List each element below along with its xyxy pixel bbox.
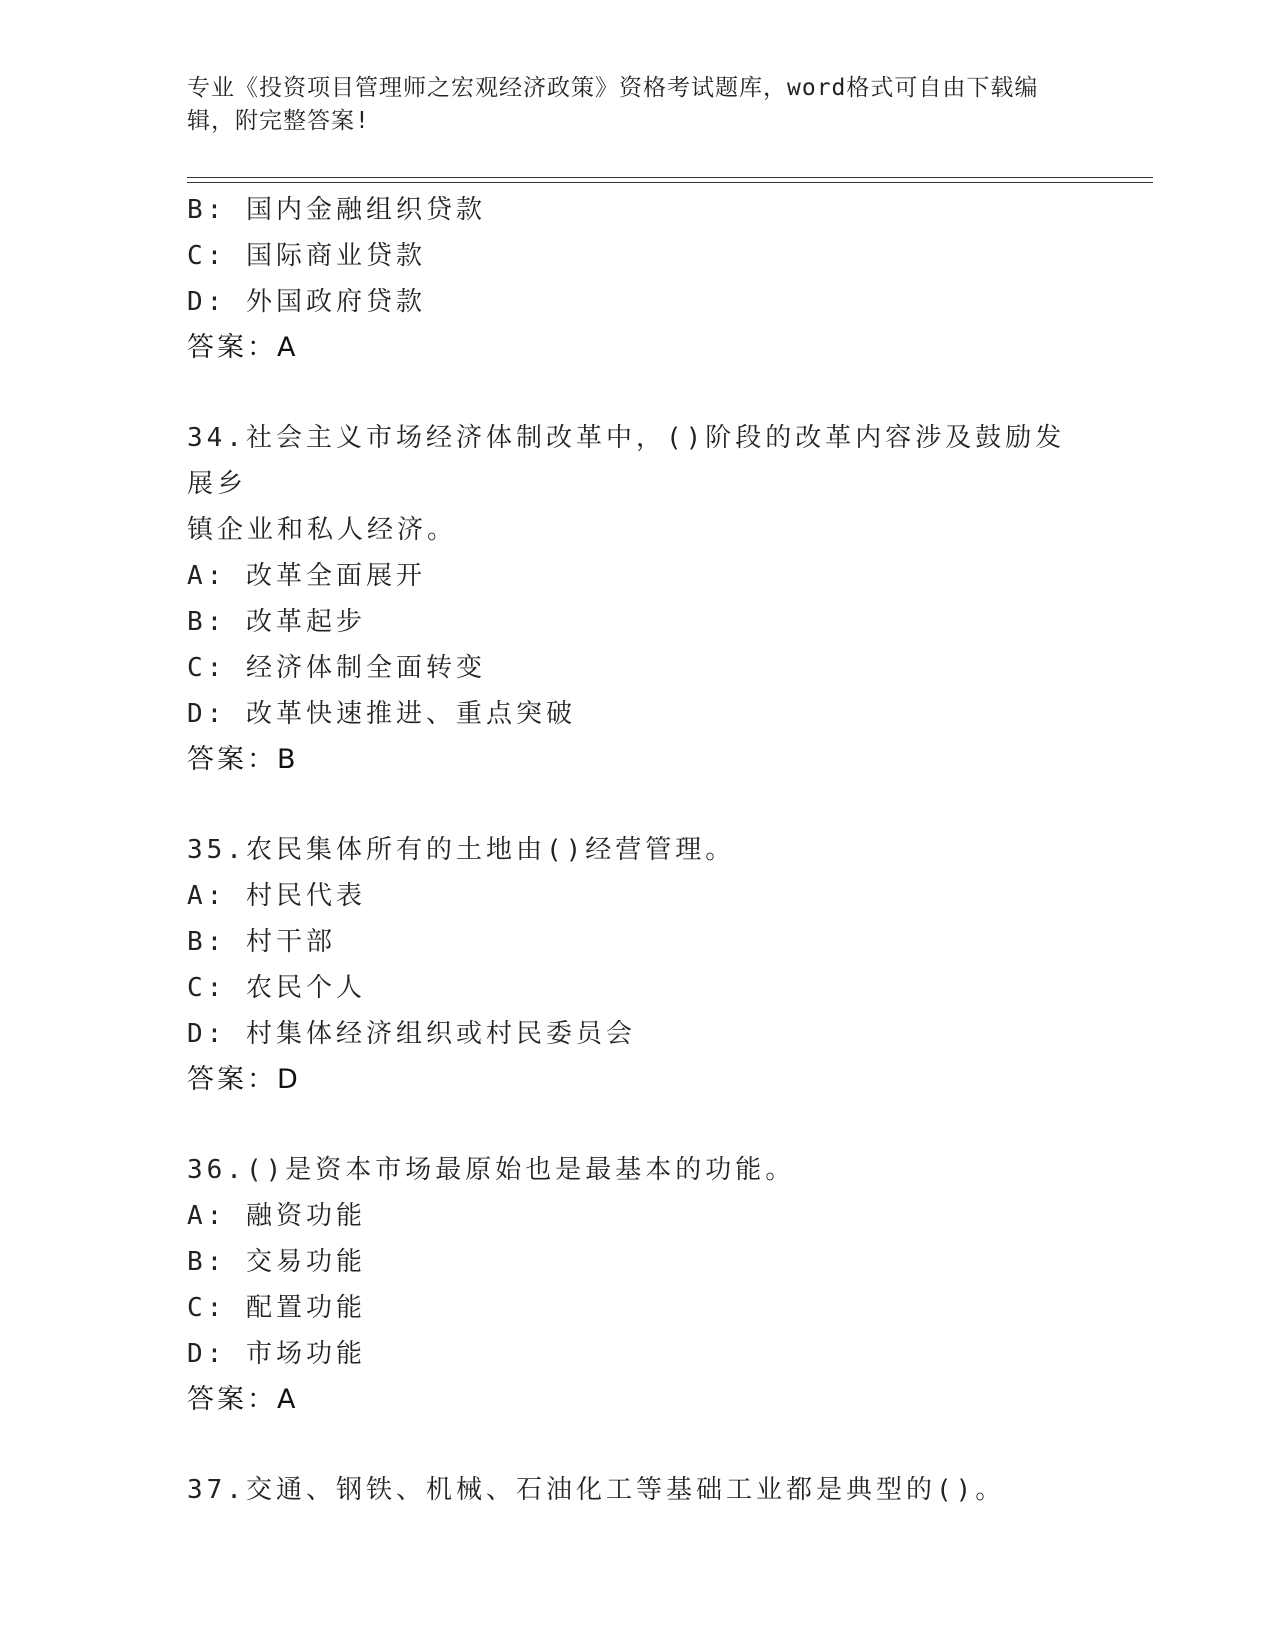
spacer bbox=[187, 1423, 1087, 1467]
option-b: B: 改革起步 bbox=[187, 607, 366, 637]
answer: 答案：A bbox=[187, 1384, 299, 1415]
question-stem: 35.农民集体所有的土地由()经营管理。 bbox=[187, 835, 736, 865]
question-list bbox=[187, 187, 1087, 1513]
option-c: C: 经济体制全面转变 bbox=[187, 653, 486, 683]
question-stem: 37.交通、钢铁、机械、石油化工等基础工业都是典型的()。 bbox=[187, 1475, 1006, 1505]
question-36 bbox=[187, 1147, 1087, 1423]
option-b: B: 国内金融组织贷款 bbox=[187, 195, 486, 225]
option-b: B: 交易功能 bbox=[187, 1247, 366, 1277]
question-35 bbox=[187, 827, 1087, 1103]
option-d: D: 外国政府贷款 bbox=[187, 287, 426, 317]
header-divider-bottom bbox=[187, 182, 1153, 183]
header-line-1: 专业《投资项目管理师之宏观经济政策》资格考试题库，word格式可自由下载编 bbox=[187, 75, 1039, 101]
option-c: C: 农民个人 bbox=[187, 973, 366, 1003]
question-stem: 36.()是资本市场最原始也是最基本的功能。 bbox=[187, 1155, 796, 1185]
document-header bbox=[187, 72, 1067, 138]
option-d: D: 村集体经济组织或村民委员会 bbox=[187, 1019, 636, 1049]
spacer bbox=[187, 1103, 1087, 1147]
answer: 答案：A bbox=[187, 332, 299, 363]
question-stem bbox=[187, 415, 1067, 553]
answer: 答案：D bbox=[187, 1064, 301, 1095]
question-33 bbox=[187, 187, 1087, 371]
option-b: B: 村干部 bbox=[187, 927, 336, 957]
question-34 bbox=[187, 415, 1087, 783]
answer: 答案：B bbox=[187, 744, 299, 775]
header-divider-top bbox=[187, 177, 1153, 178]
option-a: A: 融资功能 bbox=[187, 1201, 366, 1231]
option-d: D: 市场功能 bbox=[187, 1339, 366, 1369]
question-37 bbox=[187, 1467, 1087, 1513]
option-c: C: 配置功能 bbox=[187, 1293, 366, 1323]
option-d: D: 改革快速推进、重点突破 bbox=[187, 699, 576, 729]
header-line-2: 辑，附完整答案! bbox=[187, 108, 370, 134]
question-stem-line-1: 34.社会主义市场经济体制改革中，()阶段的改革内容涉及鼓励发展乡 bbox=[187, 423, 1066, 499]
spacer bbox=[187, 783, 1087, 827]
option-c: C: 国际商业贷款 bbox=[187, 241, 426, 271]
question-stem-line-2: 镇企业和私人经济。 bbox=[187, 515, 458, 545]
spacer bbox=[187, 371, 1087, 415]
option-a: A: 改革全面展开 bbox=[187, 561, 426, 591]
option-a: A: 村民代表 bbox=[187, 881, 366, 911]
